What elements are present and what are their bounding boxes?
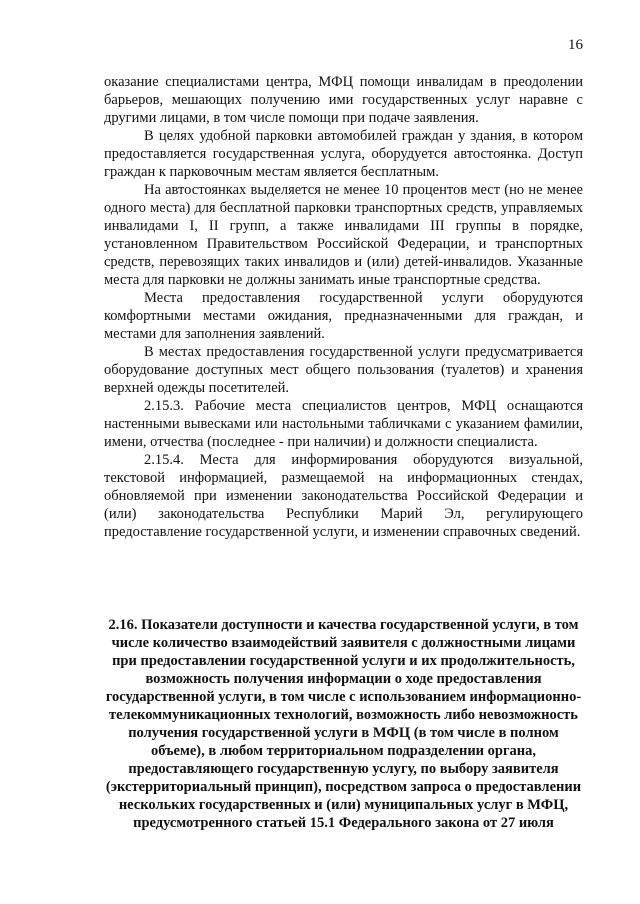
section-heading-2-16 (104, 616, 583, 832)
paragraph-restrooms: В местах предоставления государственной услуги предусматривается оборудование доступных мест общего пользования (туалетов) и хранения верхней одежды посетителей. (104, 344, 583, 396)
paragraph-2-15-4: 2.15.4. Места для информирования оборудуются визуальной, текстовой информацией, размещаемой на информационных стендах, обновляемой при изменении законодательства Российской Федерации и (или) законодательства Республики Марий Эл, регулирующего предоставление государственной услуги, и изменении справочных сведений. (104, 452, 583, 540)
paragraph-parking: В целях удобной парковки автомобилей граждан у здания, в котором предоставляется государственная услуга, оборудуется автостоянка. Доступ граждан к парковочным местам является бесплатным. (104, 128, 583, 180)
paragraph-2-15-3: 2.15.3. Рабочие места специалистов центров, МФЦ оснащаются настенными вывесками или настольными табличками с указанием фамилии, имени, отчества (последнее - при наличии) и должности специалиста. (104, 398, 583, 450)
paragraph-waiting-areas: Места предоставления государственной услуги оборудуются комфортными местами ожидания, предназначенными для граждан, и местами для заполнения заявлений. (104, 290, 583, 342)
paragraph-disabled-parking: На автостоянках выделяется не менее 10 процентов мест (но не менее одного места) для бесплатной парковки транспортных средств, управляемых инвалидами I, II групп, а также инвалидами III группы в порядке, установленном Правительством Российской Федерации, и транспортных средств, перевозящих таких инвалидов и (или) детей-инвалидов. Указанные места для парковки не должны занимать иные транспортные средства. (104, 182, 583, 288)
paragraph-assistance: оказание специалистами центра, МФЦ помощи инвалидам в преодолении барьеров, мешающих получению ими государственных услуг наравне с другими лицами, в том числе помощи при подаче заявления. (104, 74, 583, 126)
section-heading-text: 2.16. Показатели доступности и качества государственной услуги, в том числе количество взаимодействий заявителя с должностными лицами при предоставлении государственной услуги и их продолжительность, возможность получения информации о ходе предоставления государственной услуги, в том числе с использованием информационно-телекоммуникационных технологий, возможность либо невозможность получения государственной услуги в МФЦ (в том числе в полном объеме), в любом территориальном подразделении органа, предоставляющего государственную услугу, по выбору заявителя (экстерриториальный принцип), посредством запроса о предоставлении нескольких государственных и (или) муниципальных услуг в МФЦ, предусмотренного статьей 15.1 Федерального закона от 27 июля (105, 617, 582, 831)
body-text (104, 73, 583, 541)
page-number: 16 (568, 37, 583, 53)
